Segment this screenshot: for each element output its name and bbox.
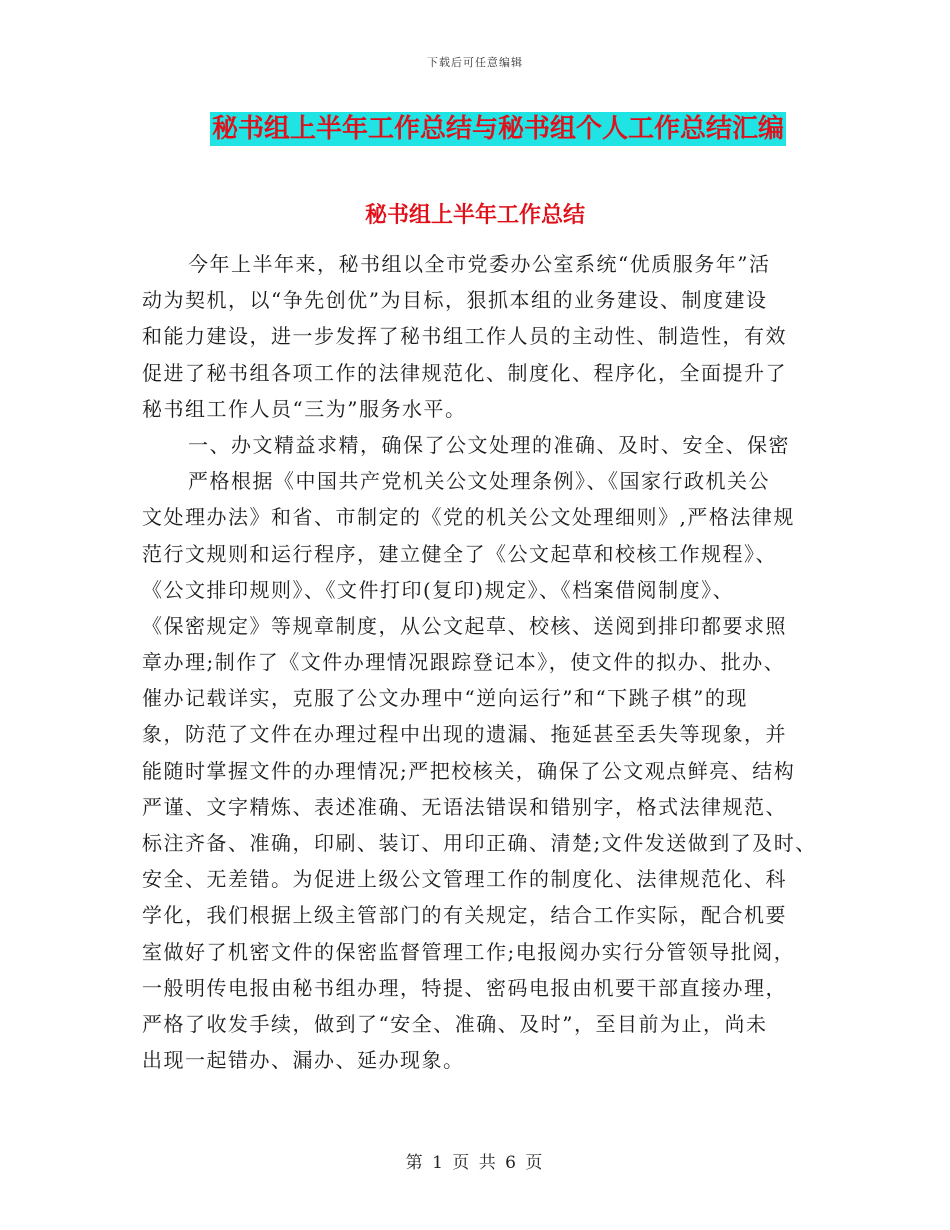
body-line: 标注齐备、准确，印刷、装订、用印正确、清楚;文件发送做到了及时、 [142,831,817,855]
body-line: 文处理办法》和省、市制定的《党的机关公文处理细则》,严格法律规 [142,505,795,530]
page-header-note: 下载后可任意编辑 [427,56,523,69]
body-line: 安全、无差错。为促进上级公文管理工作的制度化、法律规范化、科 [142,867,787,892]
body-line: 催办记载详实，克服了公文办理中“逆向运行”和“下跳子棋”的现 [142,686,748,711]
body-line: 严格根据《中国共产党机关公文处理条例》、《国家行政机关公 [188,469,770,494]
body-line: 严谨、文字精炼、表述准确、无语法错误和错别字，格式法律规范、 [142,794,787,819]
body-line: 《保密规定》等规章制度，从公文起草、校核、送阅到排印都要求照 [142,613,787,638]
document-main-title: 秘书组上半年工作总结与秘书组个人工作总结汇编 [211,114,784,144]
section-heading-line: 一、办文精益求精，确保了公文处理的准确、及时、安全、保密 [188,432,790,457]
body-line: 章办理;制作了《文件办理情况跟踪登记本》，使文件的拟办、批办、 [142,650,786,675]
body-line: 出现一起错办、漏办、延办现象。 [142,1048,465,1073]
body-line: 范行文规则和运行程序，建立健全了《公文起草和校核工作规程》、 [142,541,777,566]
body-line: 秘书组工作人员“三为”服务水平。 [142,396,467,421]
document-section-title: 秘书组上半年工作总结 [364,203,585,228]
body-line: 《公文排印规则》、《文件打印(复印)规定》、《档案借阅制度》、 [142,577,735,602]
body-line: 象，防范了文件在办理过程中出现的遗漏、拖延甚至丢失等现象，并 [142,722,787,747]
body-line: 一般明传电报由秘书组办理，特提、密码电报由机要干部直接办理， [142,975,787,1000]
main-title-container [0,112,950,146]
page-number-footer: 第 1 页 共 6 页 [405,1153,545,1173]
body-line: 今年上半年来，秘书组以全市党委办公室系统“优质服务年”活 [188,252,771,276]
body-line: 严格了收发手续，做到了“安全、准确、及时”，至目前为止，尚未 [142,1011,768,1036]
body-line: 能随时掌握文件的办理情况;严把校核关，确保了公文观点鲜亮、结构 [142,758,796,783]
body-line: 室做好了机密文件的保密监督管理工作;电报阅办实行分管领导批阅， [142,939,796,964]
body-line: 促进了秘书组各项工作的法律规范化、制度化、程序化，全面提升了 [142,360,787,385]
body-line: 和能力建设，进一步发挥了秘书组工作人员的主动性、制造性，有效 [142,324,787,349]
document-body [142,246,832,1078]
body-line: 动为契机，以“争先创优”为目标，狠抓本组的业务建设、制度建设 [142,288,768,313]
body-line: 学化，我们根据上级主管部门的有关规定，结合工作实际，配合机要 [142,903,787,928]
